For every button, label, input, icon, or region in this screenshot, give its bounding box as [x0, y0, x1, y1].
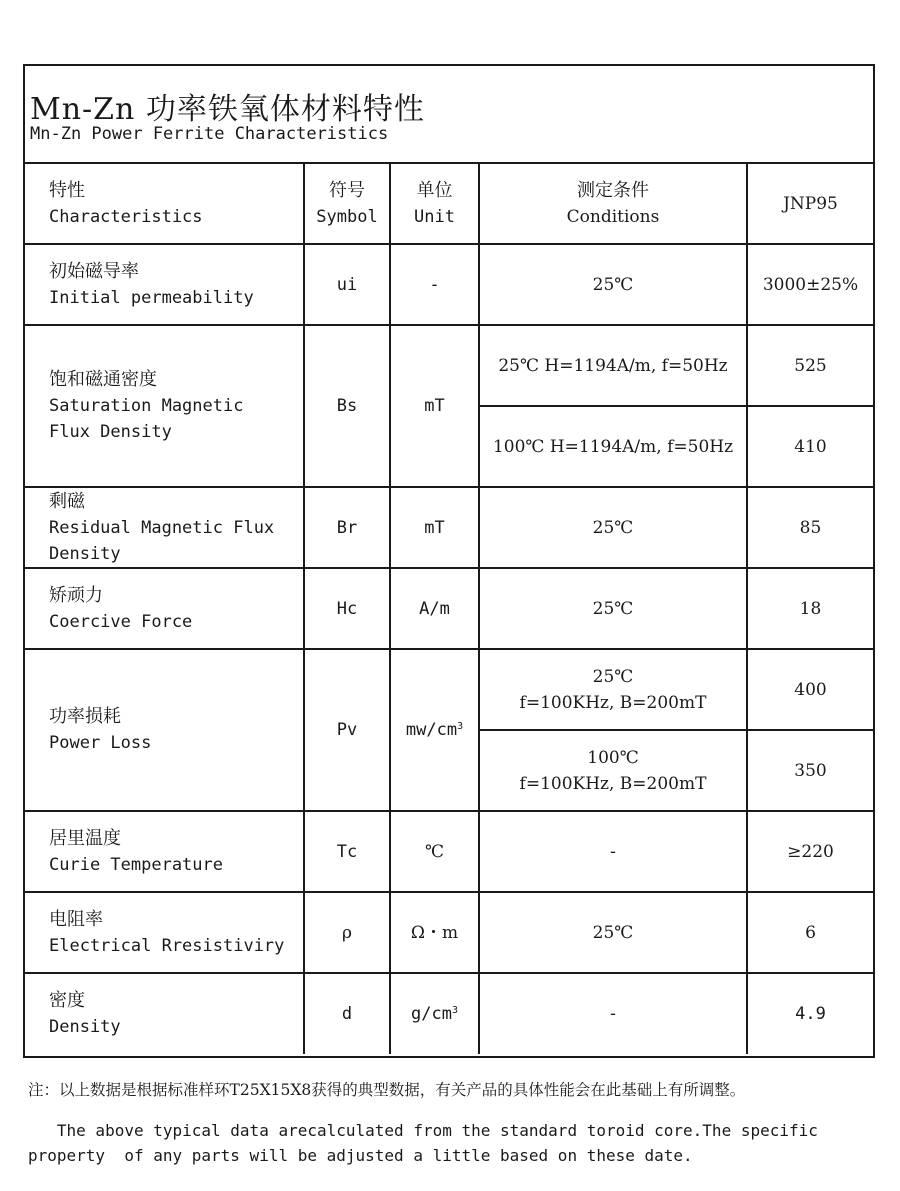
unit-cell: $mw/cm^3$ [390, 649, 479, 811]
header-unit: 单位 Unit [390, 163, 479, 244]
characteristics-sheet [23, 64, 875, 1058]
symbol-cell: Tc [304, 811, 390, 892]
table-header-row [25, 163, 873, 244]
condition-cell: 25℃ [479, 487, 747, 568]
unit-cell: A/m [390, 568, 479, 649]
symbol-cell: d [304, 973, 390, 1054]
value-cell: 6 [747, 892, 873, 973]
value-cell: 350 [747, 730, 873, 811]
condition-cell: - [479, 973, 747, 1054]
condition-cell: 25℃ [479, 568, 747, 649]
value-cell: 85 [747, 487, 873, 568]
unit-cell: ℃ [390, 811, 479, 892]
table-row-power-loss [25, 649, 873, 730]
header-symbol: 符号 Symbol [304, 163, 390, 244]
symbol-cell: Pv [304, 649, 390, 811]
unit-cell: mT [390, 325, 479, 487]
property-label: 电阻率 Electrical Rresistiviry [25, 892, 304, 973]
property-label: 初始磁导率 Initial permeability [25, 244, 304, 325]
value-cell: 4.9 [747, 973, 873, 1054]
property-label: 居里温度 Curie Temperature [25, 811, 304, 892]
property-label: 功率损耗 Power Loss [25, 649, 304, 811]
value-cell: 18 [747, 568, 873, 649]
value-cell: 3000±25% [747, 244, 873, 325]
condition-cell: 25℃ f=100KHz, B=200mT [479, 649, 747, 730]
table-row-resistivity [25, 892, 873, 973]
condition-cell: 100℃ f=100KHz, B=200mT [479, 730, 747, 811]
unit-cell: $g/cm^3$ [390, 973, 479, 1054]
unit-cell: mT [390, 487, 479, 568]
note-english: The above typical data arecalculated from the standard toroid core.The specific property of any parts will be adjusted a little based on these date. [28, 1121, 818, 1165]
property-label: 矫顽力 Coercive Force [25, 568, 304, 649]
symbol-cell: Br [304, 487, 390, 568]
table-row-curie [25, 811, 873, 892]
header-material: JNP95 [747, 163, 873, 244]
table-row-residual [25, 487, 873, 568]
property-label: 剩磁 Residual Magnetic Flux Density [25, 487, 304, 568]
note-chinese: 注：以上数据是根据标准样环T25X15X8获得的典型数据，有关产品的具体性能会在此基础上有所调整。 [28, 1081, 746, 1099]
value-cell: 400 [747, 649, 873, 730]
value-cell: ≥220 [747, 811, 873, 892]
table-row-permeability [25, 244, 873, 325]
title-block [25, 66, 873, 163]
characteristics-table [25, 162, 873, 1054]
symbol-cell: Hc [304, 568, 390, 649]
unit-cell: Ω・m [390, 892, 479, 973]
condition-cell: 25℃ [479, 892, 747, 973]
table-row-density [25, 973, 873, 1054]
condition-cell: 25℃ H=1194A/m, f=50Hz [479, 325, 747, 406]
symbol-cell: ρ [304, 892, 390, 973]
header-characteristics: 特性 Characteristics [25, 163, 304, 244]
condition-cell: 100℃ H=1194A/m, f=50Hz [479, 406, 747, 487]
value-cell: 525 [747, 325, 873, 406]
page-subtitle: Mn-Zn Power Ferrite Characteristics [30, 124, 389, 144]
table-row-coercive [25, 568, 873, 649]
property-label: 饱和磁通密度 Saturation Magnetic Flux Density [25, 325, 304, 487]
property-label: 密度 Density [25, 973, 304, 1054]
symbol-cell: ui [304, 244, 390, 325]
table-row-saturation [25, 325, 873, 406]
condition-cell: - [479, 811, 747, 892]
unit-cell: - [390, 244, 479, 325]
page-title: Mn-Zn 功率铁氧体材料特性 [30, 92, 425, 127]
header-conditions: 测定条件 Conditions [479, 163, 747, 244]
value-cell: 410 [747, 406, 873, 487]
symbol-cell: Bs [304, 325, 390, 487]
condition-cell: 25℃ [479, 244, 747, 325]
